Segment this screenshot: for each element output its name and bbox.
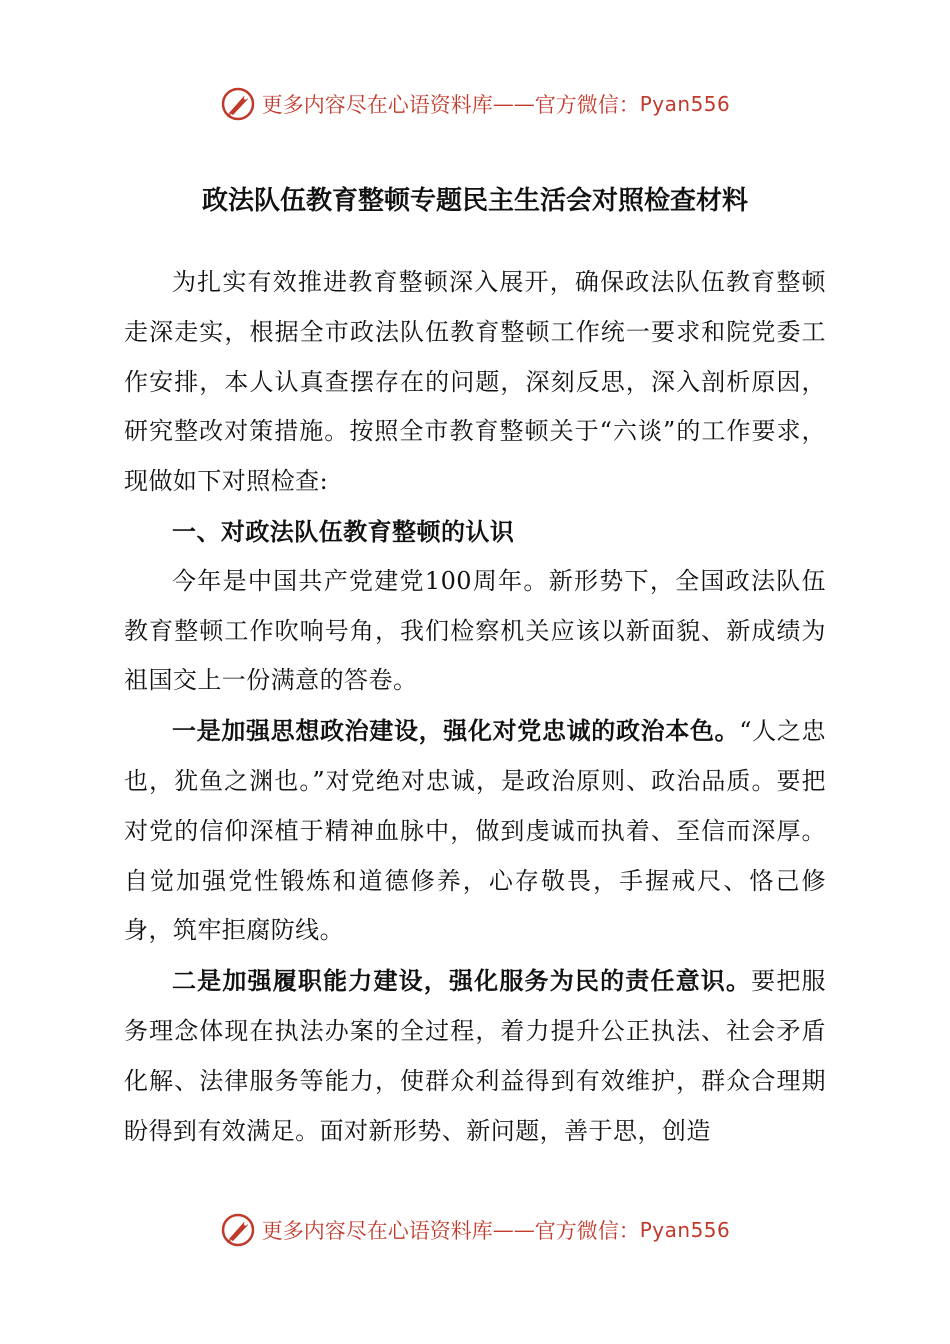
point-two-body: 要把服务理念体现在执法办案的全过程，着力提升公正执法、社会矛盾化解、法律服务等能力，使群众利益得到有效维护，群众合理期盼得到有效满足。面对新形势、新问题，善于思，创造 — [124, 967, 826, 1145]
point-one-lead: 一是加强思想政治建设，强化对党忠诚的政治本色。 — [172, 716, 740, 746]
banner-wechat-id: Pyan556 — [639, 1218, 731, 1242]
section-paragraph: 今年是中国共产党建党100周年。新形势下，全国政法队伍教育整顿工作吹响号角，我们检察机关应该以新面貌、新成绩为祖国交上一份满意的答卷。 — [124, 566, 826, 695]
point-one-paragraph — [124, 706, 826, 956]
header-watermark-banner — [0, 84, 950, 124]
point-two-paragraph — [124, 956, 826, 1156]
banner-dash: —— — [492, 1218, 535, 1242]
pen-nib-logo-icon — [220, 86, 256, 122]
banner-wechat-id: Pyan556 — [639, 92, 731, 116]
document-title: 政法队伍教育整顿专题民主生活会对照检查材料 — [201, 186, 748, 216]
point-one-body: “人之忠也，犹鱼之渊也。”对党绝对忠诚，是政治原则、政治品质。要把对党的信仰深植于精神血脉中，做到虔诚而执着、至信而深厚。自觉加强党性锻炼和道德修养，心存敬畏，手握戒尺、恪己修身，筑牢拒腐防线。 — [124, 717, 826, 945]
banner-wechat-label: 官方微信： — [534, 93, 640, 117]
banner-text: 更多内容尽在心语资料库 — [261, 1219, 493, 1243]
banner-text: 更多内容尽在心语资料库 — [261, 93, 493, 117]
banner-dash: —— — [492, 92, 535, 116]
intro-paragraph: 为扎实有效推进教育整顿深入展开，确保政法队伍教育整顿走深走实，根据全市政法队伍教育整顿工作统一要求和院党委工作安排，本人认真查摆存在的问题，深刻反思，深入剖析原因，研究整改对策措施。按照全市教育整顿关于“六谈”的工作要求，现做如下对照检查: — [124, 268, 826, 496]
document-body — [124, 258, 826, 1156]
footer-watermark-banner — [0, 1210, 950, 1250]
section-heading: 一、对政法队伍教育整顿的认识 — [172, 516, 515, 546]
point-two-lead: 二是加强履职能力建设，强化服务为民的责任意识。 — [172, 966, 752, 996]
pen-nib-logo-icon — [220, 1212, 256, 1248]
banner-wechat-label: 官方微信： — [534, 1219, 640, 1243]
